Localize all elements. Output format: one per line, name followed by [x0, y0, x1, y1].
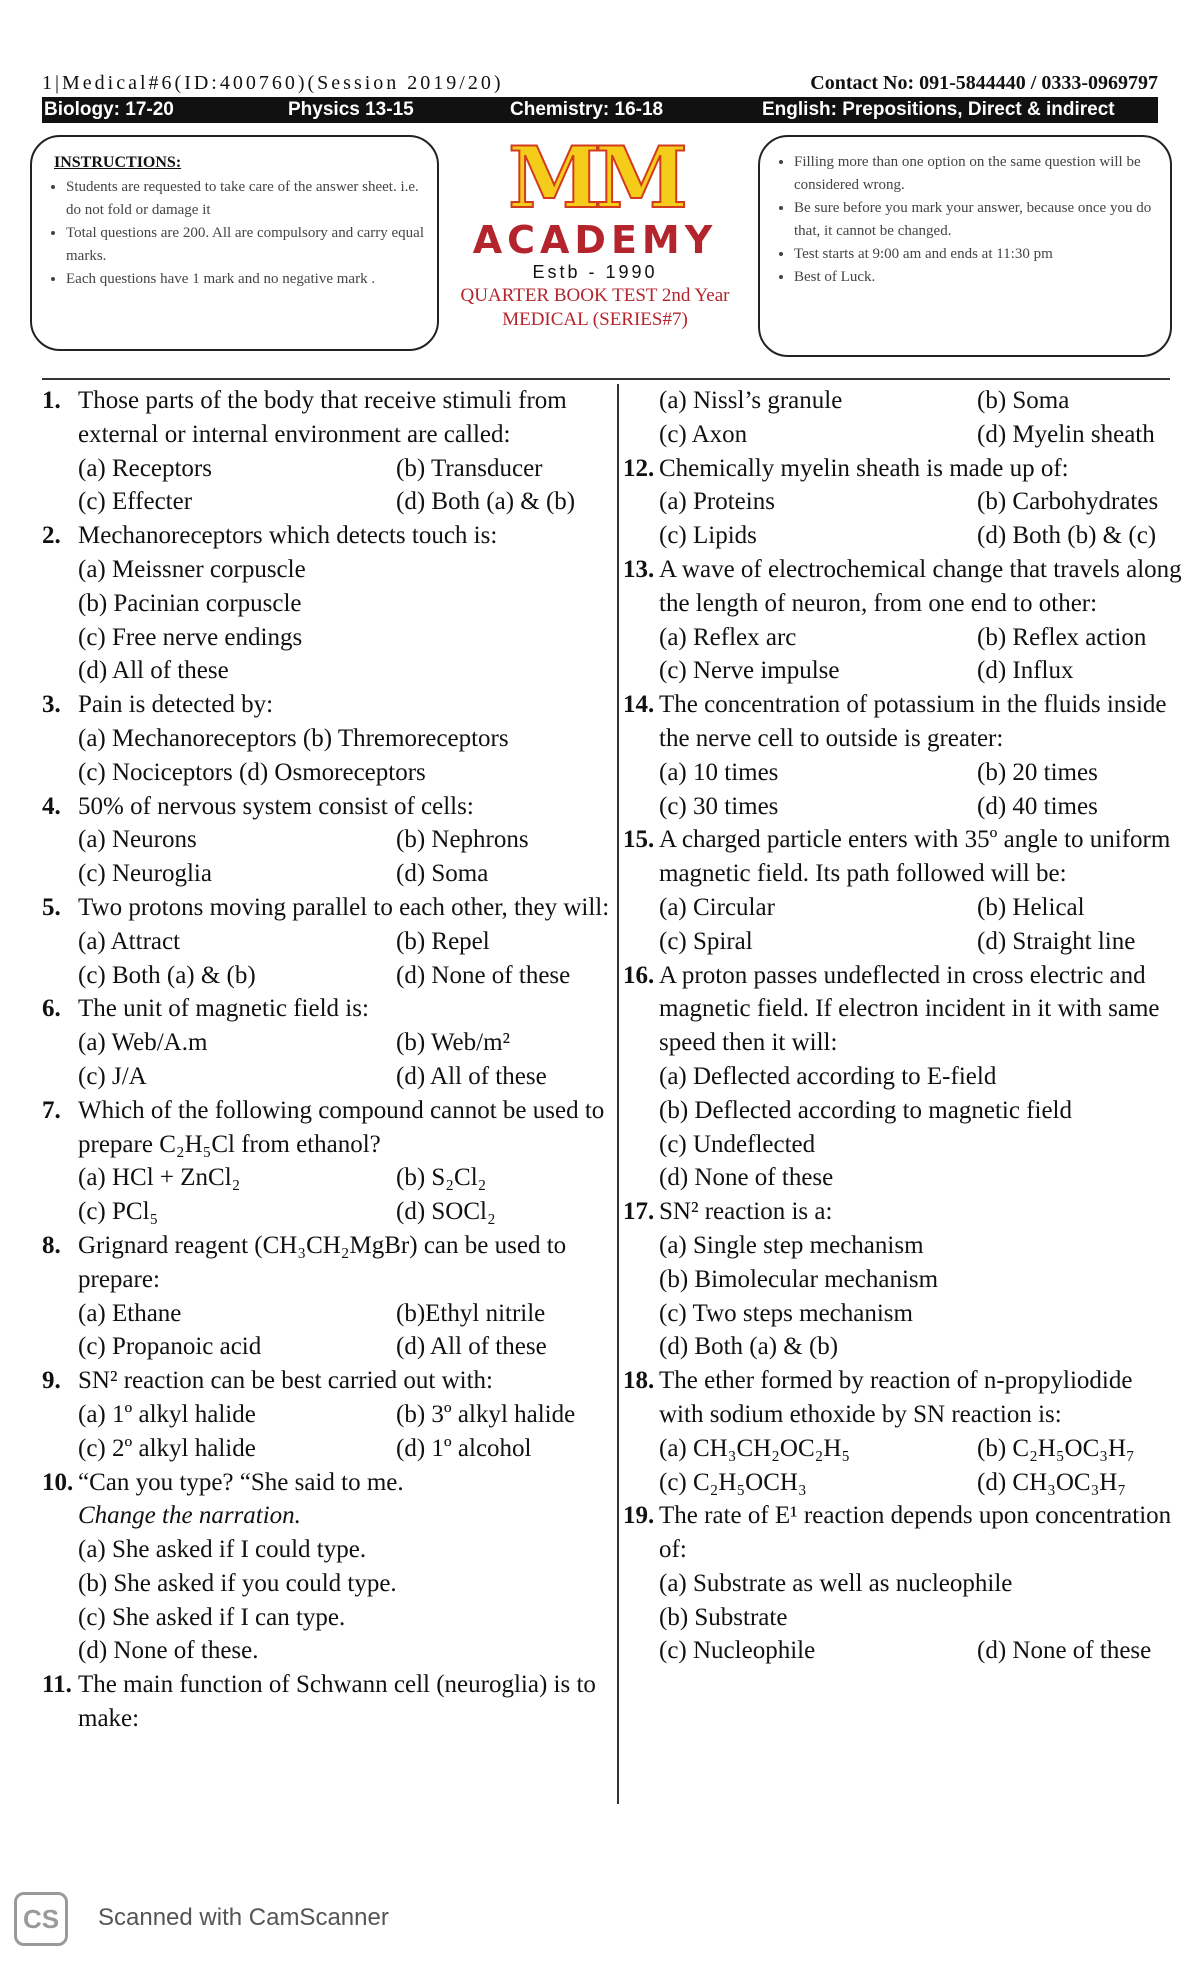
answer-option: (a) Neurons	[78, 826, 197, 854]
camscanner-logo-icon: CS	[14, 1892, 68, 1946]
question	[623, 1499, 1183, 1668]
question-number: 6.	[42, 995, 61, 1023]
question-text: A charged particle enters with 35º angle to uniform magnetic field. Its path followed will be:	[659, 826, 1171, 888]
answer-option: (a) Meissner corpuscle	[78, 555, 306, 583]
answer-option: (a) Circular	[659, 893, 775, 921]
question-number: 5.	[42, 893, 61, 921]
question	[42, 688, 612, 789]
answer-option: (c) Lipids	[659, 522, 757, 550]
question-number: 17.	[623, 1198, 655, 1226]
answer-option: (b) Transducer	[396, 454, 543, 482]
answer-option: (c) Effecter	[78, 488, 193, 516]
answer-option: (d) All of these	[78, 657, 229, 685]
question-text: Two protons moving parallel to each other, they will:	[78, 893, 610, 921]
instructions-title: INSTRUCTIONS:	[54, 154, 182, 171]
answer-option: (b) C₂H₅OC₃H₇	[977, 1434, 1135, 1462]
answer-option: (c) Nucleophile	[659, 1637, 816, 1665]
answer-option: (a) HCl + ZnCl₂	[78, 1164, 241, 1192]
question-number: 9.	[42, 1367, 61, 1395]
answer-option: (d) Both (a) & (b)	[396, 488, 576, 516]
test-series: MEDICAL (SERIES#7)	[502, 309, 688, 330]
answer-option: (c) Nociceptors (d) Osmoreceptors	[78, 758, 426, 786]
answer-option: (d) All of these	[396, 1062, 547, 1090]
instruction-item: • Be sure before you mark your answer, because once you do that, it cannot be changed.	[794, 197, 1170, 243]
answer-option: (b) Deflected according to magnetic field	[659, 1096, 1073, 1124]
question	[42, 992, 612, 1093]
answer-option: (a) Attract	[78, 927, 181, 955]
answer-option: (c) Spiral	[659, 927, 753, 955]
question-text: The main function of Schwann cell (neuroglia) is to make:	[78, 1671, 596, 1733]
question-number: 19.	[623, 1502, 655, 1530]
instructions-list-right	[760, 151, 1170, 289]
answer-option: (d) 1º alcohol	[396, 1434, 532, 1462]
answer-option: (d) 40 times	[977, 792, 1098, 820]
question	[623, 384, 1183, 452]
answer-option: (b) Reflex action	[977, 623, 1147, 651]
question-number: 3.	[42, 691, 61, 719]
question-number: 15.	[623, 826, 655, 854]
question	[42, 1229, 612, 1364]
question-number: 4.	[42, 792, 61, 820]
camscanner-footer	[14, 1892, 414, 1952]
answer-option: (d) Myelin sheath	[977, 420, 1155, 448]
logo-mm: MM	[508, 128, 682, 227]
answer-option: (b) Soma	[977, 387, 1070, 414]
question	[623, 553, 1183, 688]
questions-column-left	[42, 384, 612, 1736]
question-number: 10.	[42, 1468, 74, 1496]
answer-option: (c) Undeflected	[659, 1130, 816, 1158]
question-text: Those parts of the body that receive stimuli from external or internal environment are called:	[78, 387, 567, 448]
subject-english: English: Prepositions, Direct & indirect	[762, 99, 1115, 120]
logo-established: Estb - 1990	[532, 262, 658, 282]
contact-number: Contact No: 091-5844440 / 0333-0969797	[810, 72, 1158, 94]
subject-biology: Biology: 17-20	[44, 99, 174, 120]
instruction-item: • Each questions have 1 mark and no negative mark .	[66, 268, 437, 291]
question-text: The ether formed by reaction of n-propyliodide with sodium ethoxide by SN reaction is:	[659, 1367, 1133, 1428]
instruction-item: • Students are requested to take care of the answer sheet. i.e. do not fold or damage it	[66, 176, 437, 222]
answer-option: (d) None of these	[659, 1164, 834, 1192]
answer-option: (b) Repel	[396, 927, 490, 955]
question	[623, 1195, 1183, 1364]
question-number: 2.	[42, 522, 61, 550]
test-id-line: 1|Medical#6(ID:400760)(Session 2019/20)	[42, 72, 504, 94]
questions-column-right	[623, 384, 1183, 1668]
answer-option: (a) Reflex arc	[659, 623, 797, 651]
test-title: QUARTER BOOK TEST 2nd Year	[460, 285, 730, 306]
question	[623, 959, 1183, 1196]
answer-option: (a) Ethane	[78, 1299, 182, 1327]
answer-option: (d) All of these	[396, 1333, 547, 1361]
question-instruction: Change the narration.	[78, 1502, 301, 1530]
instructions-box-right	[758, 135, 1172, 357]
answer-option: (a) She asked if I could type.	[78, 1536, 367, 1564]
instruction-item: • Total questions are 200. All are compulsory and carry equal marks.	[66, 222, 437, 268]
answer-option: (b) 20 times	[977, 758, 1098, 786]
header-divider	[42, 378, 1170, 380]
answer-option: (c) Nerve impulse	[659, 657, 840, 685]
question-number: 1.	[42, 387, 61, 414]
answer-option: (b) Pacinian corpuscle	[78, 589, 302, 617]
question-text: A wave of electrochemical change that travels along the length of neuron, from one end to other:	[659, 555, 1182, 617]
answer-option: (a) Mechanoreceptors (b) Thremoreceptors	[78, 724, 509, 752]
question	[623, 823, 1183, 958]
question	[42, 1094, 612, 1229]
answer-option: (a) Nissl’s granule	[659, 387, 843, 414]
logo-academy: ACADEMY	[472, 218, 718, 262]
instruction-item: • Test starts at 9:00 am and ends at 11:30 pm	[794, 243, 1170, 266]
answer-option: (c) C₂H₅OCH₃	[659, 1468, 807, 1496]
answer-option: (b)Ethyl nitrile	[396, 1299, 546, 1327]
answer-option: (c) 30 times	[659, 792, 779, 820]
question	[42, 1466, 612, 1669]
answer-option: (c) She asked if I can type.	[78, 1603, 346, 1631]
answer-option: (b) Bimolecular mechanism	[659, 1265, 939, 1293]
question	[42, 384, 612, 519]
answer-option: (b) Nephrons	[396, 826, 529, 854]
answer-option: (b) She asked if you could type.	[78, 1569, 397, 1597]
question-number: 11.	[42, 1671, 72, 1699]
answer-option: (b) Carbohydrates	[977, 488, 1159, 516]
answer-option: (a) Substrate as well as nucleophile	[659, 1569, 1013, 1597]
answer-option: (b) Helical	[977, 893, 1085, 921]
answer-option: (d) Both (b) & (c)	[977, 522, 1157, 550]
question-text: Mechanoreceptors which detects touch is:	[78, 522, 498, 550]
answer-option: (d) None of these	[977, 1637, 1152, 1665]
instructions-list-left	[32, 176, 437, 291]
question-text: The concentration of potassium in the fluids inside the nerve cell to outside is greater:	[659, 691, 1167, 752]
answer-option: (b) S₂Cl₂	[396, 1164, 487, 1192]
question-text: “Can you type? “She said to me.	[78, 1468, 404, 1496]
answer-option: (d) Soma	[396, 860, 489, 888]
instruction-item: • Filling more than one option on the same question will be considered wrong.	[794, 151, 1170, 197]
answer-option: (c) Axon	[659, 420, 748, 448]
question	[42, 1364, 612, 1465]
answer-option: (a) Single step mechanism	[659, 1231, 924, 1259]
question-text: SN² reaction can be best carried out with:	[78, 1367, 493, 1395]
answer-option: (b) 3º alkyl halide	[396, 1400, 576, 1428]
question	[42, 519, 612, 688]
answer-option: (c) PCl₅	[78, 1198, 159, 1226]
question-number: 7.	[42, 1096, 61, 1124]
answer-option: (a) 1º alkyl halide	[78, 1400, 256, 1428]
question-text: A proton passes undeflected in cross electric and magnetic field. If electron incident in it with same speed then it will:	[659, 961, 1160, 1057]
question-text: Which of the following compound cannot be used to prepare C₂H₅Cl from ethanol?	[78, 1096, 605, 1158]
answer-option: (d) None of these.	[78, 1637, 259, 1665]
answer-option: (d) SOCl₂	[396, 1198, 496, 1226]
instructions-box	[30, 135, 439, 351]
question-number: 14.	[623, 691, 655, 719]
subjects-bar	[42, 97, 1158, 123]
question-number: 13.	[623, 555, 655, 583]
question	[42, 1668, 612, 1736]
question-number: 8.	[42, 1231, 61, 1259]
answer-option: (c) Propanoic acid	[78, 1333, 262, 1361]
question	[42, 891, 612, 992]
question	[623, 688, 1183, 823]
subject-physics: Physics 13-15	[288, 99, 414, 120]
question-text: The rate of E¹ reaction depends upon concentration of:	[659, 1502, 1172, 1564]
question-number: 12.	[623, 454, 655, 482]
answer-option: (c) J/A	[78, 1062, 147, 1090]
answer-option: (c) Both (a) & (b)	[78, 961, 256, 989]
camscanner-text: Scanned with CamScanner	[98, 1904, 389, 1931]
answer-option: (c) 2º alkyl halide	[78, 1434, 256, 1462]
answer-option: (a) Deflected according to E-field	[659, 1062, 997, 1090]
question-text: The unit of magnetic field is:	[78, 995, 369, 1023]
answer-option: (b) Substrate	[659, 1603, 788, 1631]
answer-option: (a) CH₃CH₂OC₂H₅	[659, 1434, 851, 1462]
question-text: SN² reaction is a:	[659, 1198, 833, 1226]
question-text: Pain is detected by:	[78, 691, 274, 719]
answer-option: (c) Two steps mechanism	[659, 1299, 913, 1327]
question-text: Chemically myelin sheath is made up of:	[659, 454, 1069, 482]
academy-logo	[440, 128, 750, 346]
question-text: 50% of nervous system consist of cells:	[78, 792, 474, 820]
answer-option: (a) Receptors	[78, 454, 212, 482]
question-number: 18.	[623, 1367, 655, 1395]
answer-option: (c) Free nerve endings	[78, 623, 303, 651]
answer-option: (d) Both (a) & (b)	[659, 1333, 839, 1361]
question-text: Grignard reagent (CH₃CH₂MgBr) can be used to prepare:	[78, 1231, 567, 1293]
answer-option: (d) CH₃OC₃H₇	[977, 1468, 1127, 1496]
answer-option: (d) Influx	[977, 657, 1074, 685]
answer-option: (a) Proteins	[659, 488, 775, 516]
answer-option: (a) Web/A.m	[78, 1029, 208, 1057]
question	[623, 1364, 1183, 1499]
question	[42, 790, 612, 891]
answer-option: (b) Web/m²	[396, 1029, 511, 1057]
answer-option: (d) None of these	[396, 961, 571, 989]
instruction-item: • Best of Luck.	[794, 266, 1170, 289]
header-top-line	[42, 72, 1158, 94]
column-divider	[617, 384, 619, 1804]
answer-option: (d) Straight line	[977, 927, 1136, 955]
subject-chemistry: Chemistry: 16-18	[510, 99, 664, 120]
answer-option: (a) 10 times	[659, 758, 779, 786]
question-number: 16.	[623, 961, 655, 989]
answer-option: (c) Neuroglia	[78, 860, 212, 888]
question	[623, 452, 1183, 553]
